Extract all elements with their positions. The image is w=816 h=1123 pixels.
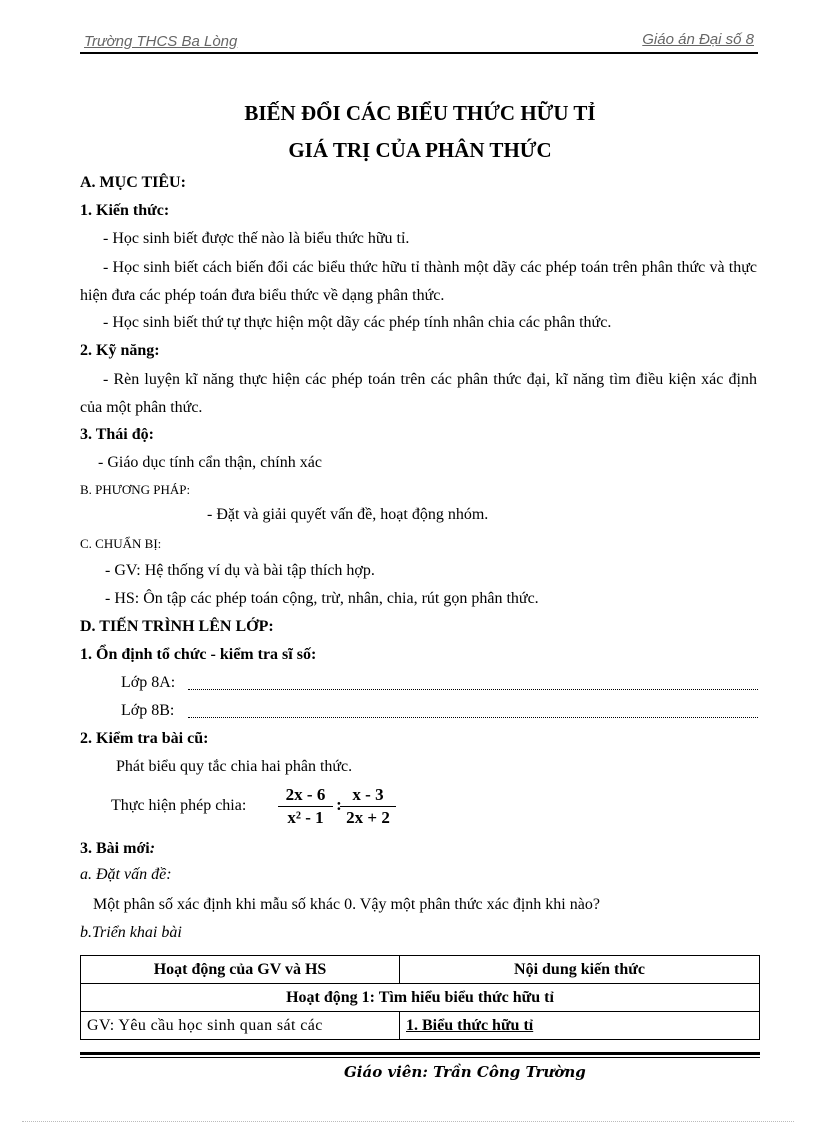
attitude-item: - Giáo dục tính cẩn thận, chính xác: [98, 454, 322, 471]
knowledge-heading: 1. Kiến thức:: [80, 202, 170, 219]
sub-a-text: Một phân số xác định khi mẫu số khác 0. Vậy một phân thức xác định khi nào?: [93, 896, 600, 913]
table-cell: 1. Biểu thức hữu tỉ: [400, 1012, 760, 1040]
footer-teacher: Giáo viên: Trần Công Trường: [344, 1063, 586, 1081]
method-text: - Đặt và giải quyết vấn đề, hoạt động nhóm.: [207, 506, 489, 523]
header-subject: Giáo án Đại số 8: [642, 31, 754, 48]
fraction-1-numerator: 2x - 6: [278, 784, 333, 807]
sub-b-heading: b.Triển khai bài: [80, 924, 182, 941]
fraction-1: [278, 784, 333, 829]
step2-heading: 2. Kiểm tra bài cũ:: [80, 730, 209, 747]
knowledge-item: - Học sinh biết được thế nào là biểu thức hữu tỉ.: [103, 230, 410, 247]
footer-rule-thick: [80, 1052, 760, 1055]
skills-item: - Rèn luyện kĩ năng thực hiện các phép toán trên các phân thức đại, kĩ năng tìm điều kiện xác định của một phân thức.: [80, 371, 757, 416]
fraction-2-denominator: 2x + 2: [346, 808, 390, 827]
knowledge-item: - Học sinh biết cách biến đổi các biểu thức hữu tỉ thành một dãy các phép toán trên phân thức và thực hiện đưa các phép toán đưa biểu thức về dạng phân thức.: [80, 259, 757, 304]
page-subtitle: GIÁ TRỊ CỦA PHÂN THỨC: [288, 138, 552, 162]
fraction-2-numerator: x - 3: [340, 784, 396, 807]
header-school: Trường THCS Ba Lòng: [84, 33, 238, 50]
page-title: BIẾN ĐỔI CÁC BIỂU THỨC HỮU TỈ: [244, 101, 596, 125]
prep-item-gv: - GV: Hệ thống ví dụ và bài tập thích hợp.: [105, 562, 375, 579]
section-b-heading: B. PHƯƠNG PHÁP:: [80, 482, 191, 497]
activity-heading: Hoạt động 1: Tìm hiểu biểu thức hữu tỉ: [81, 984, 760, 1012]
step2-prompt: Phát biểu quy tắc chia hai phân thức.: [116, 758, 353, 775]
attitude-heading: 3. Thái độ:: [80, 426, 154, 443]
sub-a-heading: a. Đặt vấn đề:: [80, 866, 172, 883]
division-operator: :: [336, 795, 342, 814]
prep-item-hs: - HS: Ôn tập các phép toán cộng, trừ, nhân, chia, rút gọn phân thức.: [105, 590, 539, 607]
fraction-2: [340, 784, 396, 829]
knowledge-item: - Học sinh biết thứ tự thực hiện một dãy các phép tính nhân chia các phân thức.: [103, 314, 612, 331]
header-rule: [80, 52, 758, 54]
fraction-1-denominator: x² - 1: [287, 808, 324, 827]
class-8b-label: Lớp 8B:: [121, 702, 175, 719]
lesson-table: [80, 955, 760, 1040]
footer-rule-thin: [80, 1057, 760, 1058]
step3-heading: [80, 840, 155, 858]
section-a-heading: A. MỤC TIÊU:: [80, 174, 186, 191]
class-8a-label: Lớp 8A:: [121, 674, 176, 691]
page-edge: [22, 1121, 794, 1122]
class-8a-dots: [188, 677, 758, 690]
section-d-heading: D. TIẾN TRÌNH LÊN LỚP:: [80, 618, 274, 635]
section-c-heading: C. CHUẨN BỊ:: [80, 536, 162, 551]
table-cell: GV: Yêu cầu học sinh quan sát các: [81, 1012, 400, 1040]
table-row: [81, 1012, 760, 1040]
step3-heading-text: 3. Bài mới: [80, 840, 150, 857]
step3-heading-colon: :: [149, 840, 156, 857]
skills-heading: 2. Kỹ năng:: [80, 342, 160, 359]
step2-task: Thực hiện phép chia:: [111, 797, 247, 814]
step1-heading: 1. Ổn định tổ chức - kiểm tra sĩ số:: [80, 646, 317, 663]
table-header-row: [81, 956, 760, 984]
table-row: [81, 984, 760, 1012]
table-header-cell: Hoạt động của GV và HS: [81, 956, 400, 984]
class-8b-dots: [188, 705, 758, 718]
table-header-cell: Nội dung kiến thức: [400, 956, 760, 984]
